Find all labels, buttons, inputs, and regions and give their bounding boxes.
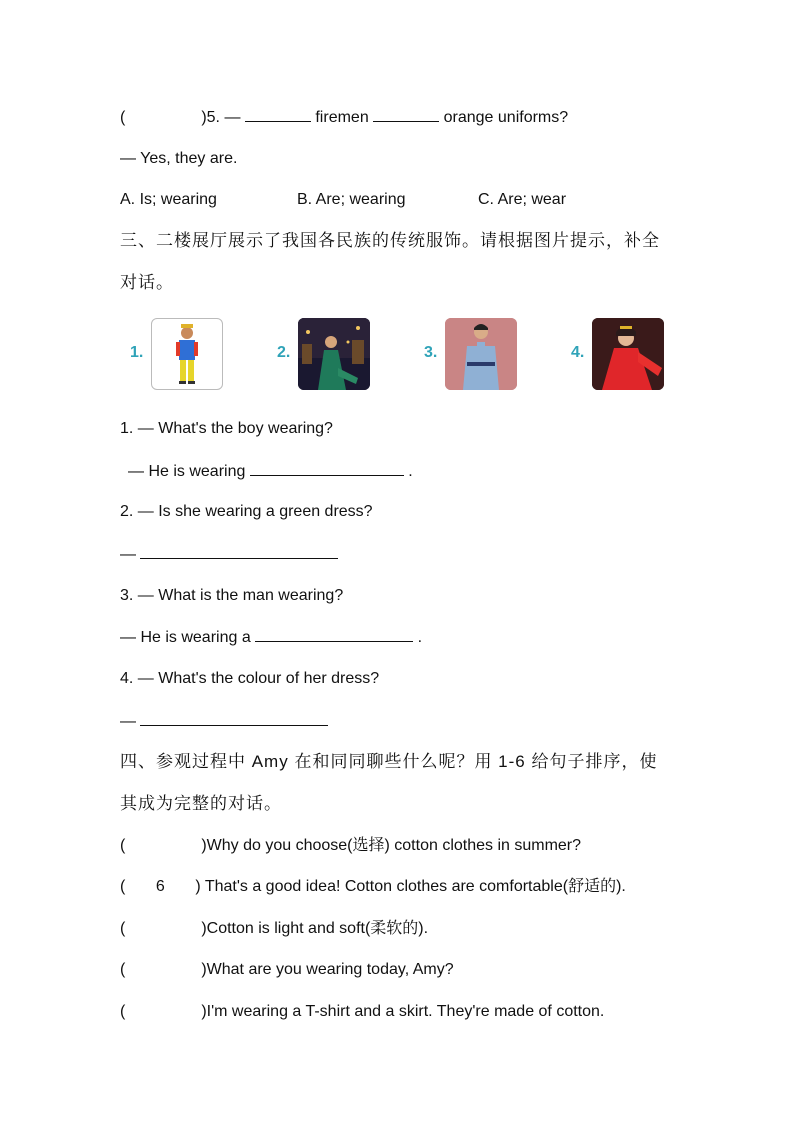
s4-sentence-1 [120, 836, 581, 856]
s4-s4-close: ) [201, 961, 207, 978]
s4-s2-open: ( [120, 878, 126, 895]
s4-s3-open: ( [120, 920, 126, 937]
s3-a3-text: — He is wearing a [120, 629, 251, 646]
s3-a2-text: — [120, 546, 136, 563]
s3-a4 [120, 711, 328, 732]
s3-a3-end: . [417, 629, 423, 646]
q5-stem [120, 107, 568, 128]
s4-s5-close: ) [201, 1003, 207, 1020]
picture-label-2: 2. [277, 344, 291, 361]
s3-q4: 4. — What's the colour of her dress? [120, 670, 380, 687]
s3-a4-text: — [120, 713, 136, 730]
s4-s5-text: I'm wearing a T-shirt and a skirt. They're made of cotton. [206, 1003, 605, 1020]
s4-sentence-5 [120, 1002, 604, 1022]
q5-option-a: A. Is; wearing [120, 191, 217, 208]
s4-sentence-4 [120, 960, 454, 980]
s4-s1-close: ) [201, 837, 207, 854]
s4-s4-open: ( [120, 961, 126, 978]
s4-s2-text: That's a good idea! Cotton clothes are comfortable(舒适的). [200, 878, 626, 895]
s4-s2-close: ) [195, 878, 201, 895]
section4-title: 四、参观过程中 Amy 在和同同聊些什么呢？用 1-6 给句子排序，使 [120, 752, 658, 771]
s4-s1-open: ( [120, 837, 126, 854]
s3-a3-blank[interactable] [255, 627, 413, 642]
s4-sentence-2 [120, 877, 626, 897]
picture-boy-costume [151, 318, 223, 390]
s3-a4-blank[interactable] [140, 711, 328, 726]
picture-red-dress [592, 318, 664, 390]
q5-tail: orange uniforms? [443, 109, 569, 126]
section3-title-cont: 对话。 [120, 273, 174, 292]
s3-a1-blank[interactable] [250, 461, 404, 476]
s3-a1-text: — He is wearing [128, 463, 246, 480]
section3-title: 三、二楼展厅展示了我国各民族的传统服饰。请根据图片提示，补全 [120, 231, 660, 250]
picture-green-dress [298, 318, 370, 390]
costume-pictures [0, 318, 794, 390]
picture-label-4: 4. [571, 344, 585, 361]
s3-q2: 2. — Is she wearing a green dress? [120, 503, 373, 520]
s4-s1-text: Why do you choose(选择) cotton clothes in summer? [206, 837, 582, 854]
s4-s2-answer[interactable]: 6 [155, 878, 165, 895]
q5-blank-1[interactable] [245, 107, 311, 122]
q5-open-paren: ( [120, 109, 126, 126]
s3-q1: 1. — What's the boy wearing? [120, 420, 333, 437]
s4-s3-text: Cotton is light and soft(柔软的). [206, 920, 429, 937]
q5-option-c: C. Are; wear [478, 191, 567, 208]
picture-man-robe [445, 318, 517, 390]
section4-title-cont: 其成为完整的对话。 [120, 794, 282, 813]
q5-blank-2[interactable] [373, 107, 439, 122]
s4-s5-open: ( [120, 1003, 126, 1020]
s3-a2-blank[interactable] [140, 544, 338, 559]
picture-label-1: 1. [130, 344, 144, 361]
s3-a2 [120, 544, 338, 565]
s4-s4-text: What are you wearing today, Amy? [206, 961, 454, 978]
q5-option-b: B. Are; wearing [297, 191, 406, 208]
s4-sentence-3 [120, 919, 428, 939]
s4-s3-close: ) [201, 920, 207, 937]
q5-reply: — Yes, they are. [120, 150, 238, 167]
s3-a1 [128, 461, 413, 482]
s3-q3: 3. — What is the man wearing? [120, 587, 344, 604]
q5-word-firemen: firemen [315, 109, 369, 126]
picture-label-3: 3. [424, 344, 438, 361]
s3-a3 [120, 627, 422, 648]
q5-number: )5. — [201, 109, 241, 126]
s3-a1-end: . [408, 463, 413, 480]
